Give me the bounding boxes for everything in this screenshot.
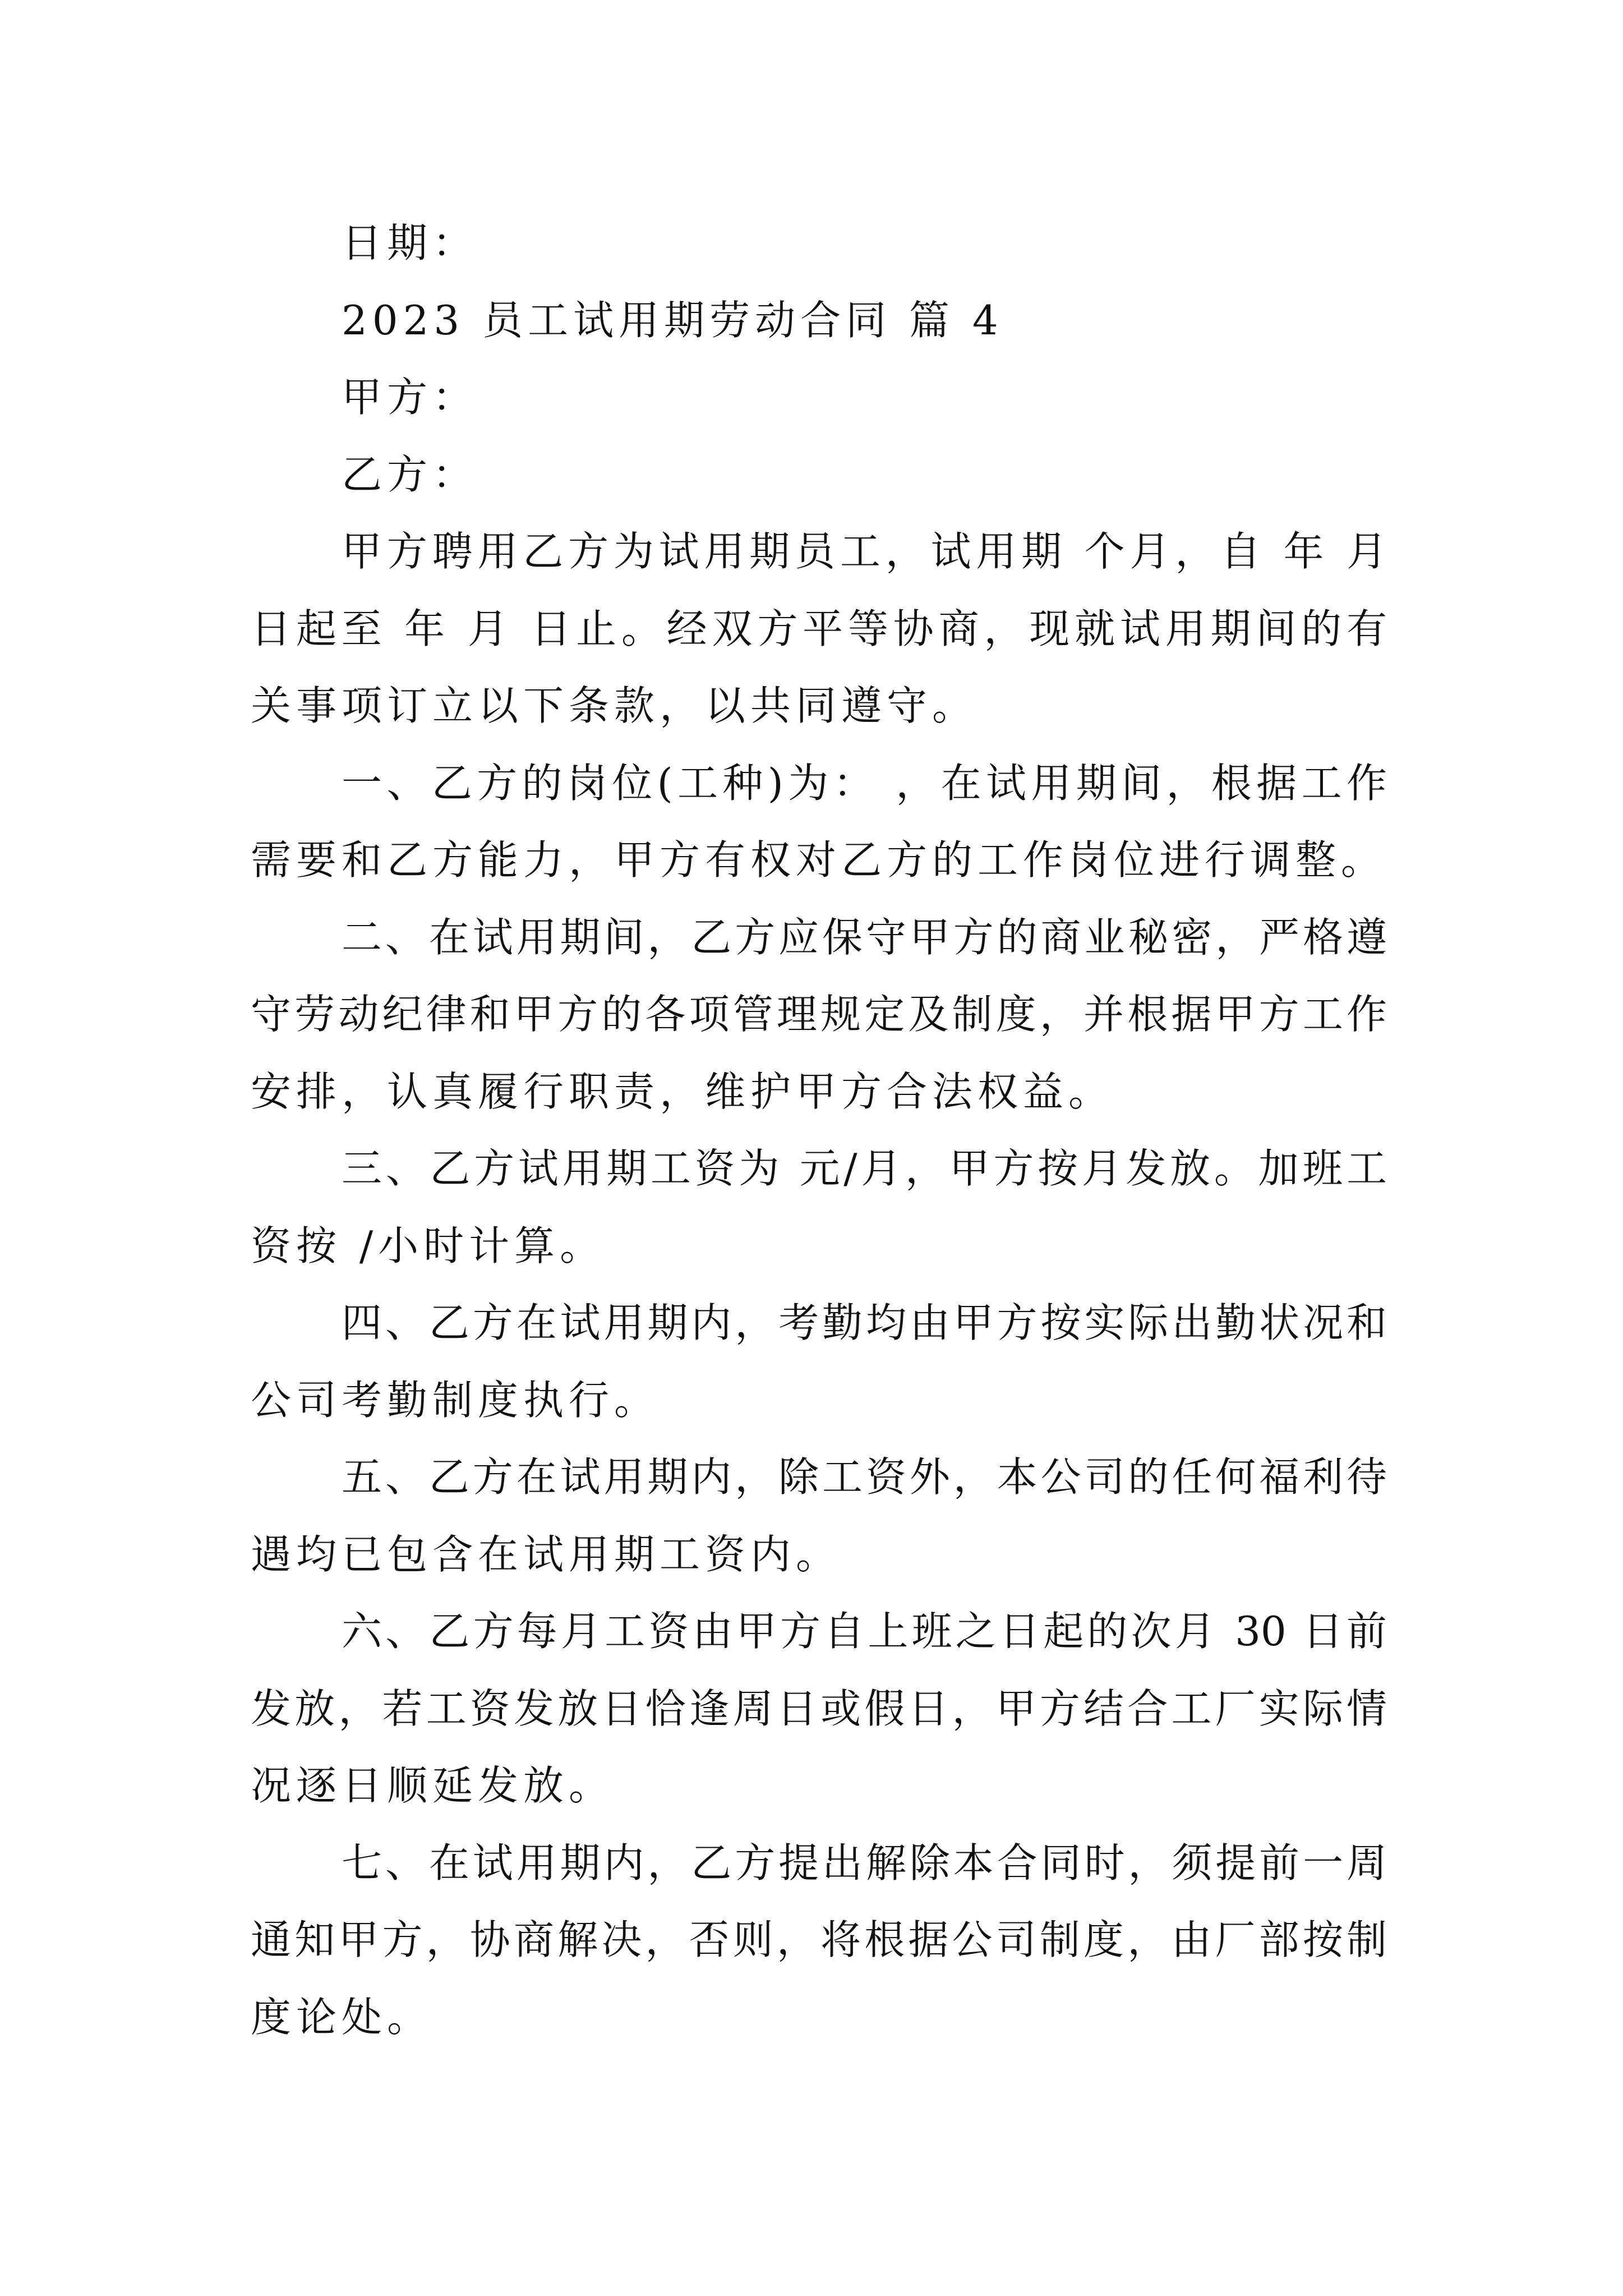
- paragraph-intro: [251, 513, 1387, 745]
- paragraph-clause-6: [251, 1593, 1387, 1825]
- paragraph-line: 安排，认真履行职责，维护甲方合法权益。: [251, 1068, 1114, 1115]
- paragraph-line: 资按 /小时计算。: [251, 1222, 606, 1269]
- date-label: 日期：: [342, 219, 478, 266]
- paragraph-clause-4: [251, 1285, 1387, 1439]
- document-body: [251, 205, 1387, 2056]
- party-b-label: 乙方：: [342, 450, 478, 498]
- paragraph-clause-1: [251, 745, 1387, 899]
- paragraph-line: 四、乙方在试用期内，考勤均由甲方按实际出勤状况和: [342, 1299, 1387, 1346]
- paragraph-line: 遇均已包含在试用期工资内。: [251, 1530, 842, 1578]
- paragraph-line: 三、乙方试用期工资为 元/月，甲方按月发放。加班工: [342, 1145, 1387, 1192]
- paragraph-line: 五、乙方在试用期内，除工资外，本公司的任何福利待: [342, 1453, 1387, 1501]
- paragraph-line: 七、在试用期内，乙方提出解除本合同时，须提前一周: [342, 1839, 1387, 1887]
- paragraph-line: 度论处。: [251, 1993, 433, 2041]
- paragraph-line: 发放，若工资发放日恰逢周日或假日，甲方结合工厂实际情: [251, 1685, 1387, 1732]
- paragraph-line: 甲方聘用乙方为试用期员工，试用期 个月，自 年 月: [342, 528, 1387, 575]
- paragraph-line: 二、在试用期间，乙方应保守甲方的商业秘密，严格遵: [342, 913, 1387, 961]
- paragraph-line: 日起至 年 月 日止。经双方平等协商，现就试用期间的有: [251, 605, 1387, 652]
- paragraph-line: 六、乙方每月工资由甲方自上班之日起的次月 30 日前: [342, 1608, 1387, 1655]
- paragraph-clause-3: [251, 1130, 1387, 1285]
- document-title: 2023 员工试用期劳动合同 篇 4: [342, 296, 1003, 344]
- paragraph-line: 况逐日顺延发放。: [251, 1762, 615, 1809]
- paragraph-clause-2: [251, 899, 1387, 1131]
- party-a-label: 甲方：: [342, 374, 478, 421]
- paragraph-line: 关事项订立以下条款，以共同遵守。: [251, 682, 978, 729]
- paragraph-line: 通知甲方，协商解决，否则，将根据公司制度，由厂部按制: [251, 1916, 1387, 1963]
- paragraph-line: 公司考勤制度执行。: [251, 1376, 660, 1424]
- paragraph-clause-5: [251, 1439, 1387, 1593]
- paragraph-line: 一、乙方的岗位(工种)为： ，在试用期间，根据工作: [342, 759, 1387, 807]
- paragraph-clause-7: [251, 1825, 1387, 2056]
- paragraph-line: 守劳动纪律和甲方的各项管理规定及制度，并根据甲方工作: [251, 991, 1387, 1038]
- paragraph-line: 需要和乙方能力，甲方有权对乙方的工作岗位进行调整。: [251, 836, 1387, 884]
